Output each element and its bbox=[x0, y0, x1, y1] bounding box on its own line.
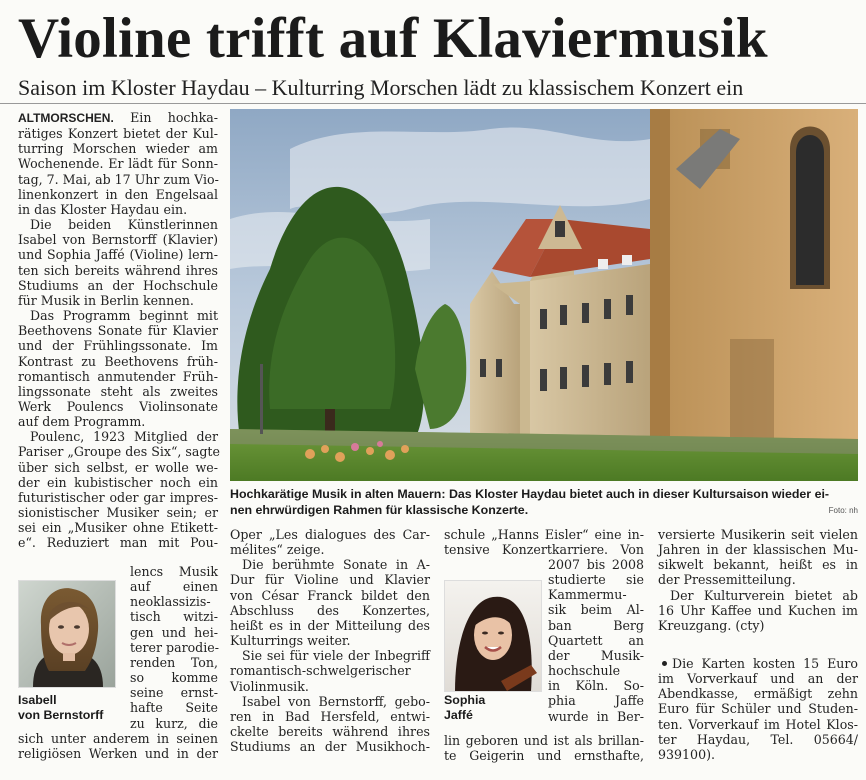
portrait-sophia-jaffe bbox=[444, 580, 542, 692]
text-line: lencs Musik bbox=[130, 564, 218, 579]
text-line: 2007 bis 2008 bbox=[548, 557, 644, 572]
text-line bbox=[18, 110, 218, 126]
text-line: seine ernst- bbox=[130, 685, 218, 701]
text-line: der Pressemitteilung. bbox=[658, 572, 796, 588]
text-line: Studiums an der Hochschule bbox=[18, 277, 218, 293]
kloster-haydau-photo bbox=[230, 109, 858, 481]
text-line: rätiges Konzert bietet der Kul- bbox=[18, 126, 218, 142]
text-line: ban Berg bbox=[548, 617, 644, 633]
text-line: so komme bbox=[130, 670, 218, 686]
text-line: terer parodie- bbox=[130, 639, 219, 655]
text-line: sei ein „Musiker ohne Etikett- bbox=[18, 520, 218, 536]
text-line: ren in Bad Hersfeld, entwi- bbox=[230, 708, 430, 724]
text-line: auf dem Programm. bbox=[18, 414, 146, 430]
header-divider bbox=[0, 103, 866, 104]
portrait-caption-line: Sophia bbox=[444, 693, 486, 707]
text-line: romantisch-schwelgerischer bbox=[230, 663, 411, 679]
text-line: heißt es in der Mitteilung des bbox=[230, 617, 430, 633]
text-line: Violinmusik. bbox=[230, 678, 309, 694]
text-line: tisch witzi- bbox=[130, 609, 218, 625]
article-subheadline: Saison im Kloster Haydau – Kulturring Morschen lädt zu klassischem Konzert ein bbox=[18, 75, 744, 100]
text-line: Kontrast zu Beethovens früh- bbox=[18, 353, 218, 369]
text-line: turring Morschen wieder am bbox=[18, 141, 218, 157]
text-line: linenkonzert in den Engelsaal bbox=[18, 186, 218, 202]
text-line: Werk Poulencs Violinsonate bbox=[18, 398, 218, 414]
text-line: über sich selbst, er wolle we- bbox=[18, 459, 218, 475]
text-line: futuristischer oder gar impres- bbox=[18, 489, 218, 505]
text-line: Jahren in der klassischen Mu- bbox=[658, 542, 858, 558]
text-line: sik beim Al- bbox=[548, 602, 644, 618]
text-line: versierte Musikerin seit vielen bbox=[658, 527, 858, 542]
article-column-3-wrap bbox=[548, 557, 644, 724]
text-line: Kulturrings weiter. bbox=[230, 633, 351, 649]
photo-caption bbox=[230, 486, 858, 518]
info-text: Die Karten kosten 15 Euro bbox=[672, 656, 858, 671]
text-line: Der Kulturverein bietet ab bbox=[670, 587, 858, 603]
text-line: Dur für Violine und Klavier bbox=[230, 572, 430, 588]
text-line: neoklassizis- bbox=[130, 594, 211, 610]
text-line: sionistischer Musiker sein; er bbox=[18, 505, 218, 521]
text-line: für Musik in Berlin kennen. bbox=[18, 292, 194, 308]
article-column-1-tail bbox=[18, 731, 218, 761]
text-line: der Musik- bbox=[548, 647, 644, 663]
text-line: lingssonate steht als zweites bbox=[18, 383, 218, 399]
text-line: in das Kloster Haydau ein. bbox=[18, 201, 188, 217]
text-line: lin geboren und ist als brillan- bbox=[444, 733, 644, 748]
text-line: Quartett an bbox=[548, 632, 644, 648]
text-line: zu kurz, die bbox=[130, 715, 218, 731]
text-line: der ein kubistischer noch ein bbox=[18, 474, 218, 490]
text-line: in Köln. So- bbox=[548, 678, 644, 694]
text-line: Sie sei für viele der Inbegriff bbox=[242, 648, 430, 664]
text-line: romantisch anmutender Früh- bbox=[18, 368, 218, 384]
text-line: hafte Seite bbox=[130, 700, 218, 716]
text-line: Isabel von Bernstorff (Klavier) bbox=[18, 232, 218, 248]
article-column-3-tail bbox=[444, 733, 644, 763]
portrait-isabell-von-bernstorff bbox=[18, 580, 116, 688]
text-line: Kreuzgang. (cty) bbox=[658, 617, 765, 633]
photo-caption-line: Hochkarätige Musik in alten Mauern: Das Kloster Haydau bietet auch in dieser Kultursaison wieder ei- bbox=[230, 487, 830, 501]
text-line: Die berühmte Sonate in A- bbox=[242, 557, 430, 573]
text-line: te Geigerin und ernsthafte, bbox=[444, 748, 644, 764]
text-line: sich unter anderem in seinen bbox=[18, 731, 218, 746]
text-line: und der Frühlingssonate. Im bbox=[18, 338, 218, 354]
text-line: Poulenc, 1923 Mitglied der bbox=[30, 429, 218, 445]
info-line: im Vorverkauf und an der bbox=[658, 671, 858, 687]
text-line: Isabel von Bernstorff, gebo- bbox=[242, 693, 430, 709]
bullet-icon bbox=[662, 661, 667, 666]
info-line: ten. Vorverkauf im Hotel Klos- bbox=[658, 716, 858, 732]
text-line: Beethovens Sonate für Klavier bbox=[18, 323, 218, 339]
info-line bbox=[658, 656, 858, 671]
text-line: und Sophia Jaffé (Violine) lern- bbox=[18, 247, 218, 263]
text-line: tag, 7. Mai, ab 17 Uhr zum Vio- bbox=[18, 171, 219, 187]
text-line: von César Franck bildet den bbox=[230, 587, 430, 603]
portrait-caption-jaffe bbox=[444, 693, 534, 722]
text-line: renden Ton, bbox=[130, 654, 218, 670]
text-line: Pariser „Groupe des Six“, sagte bbox=[18, 444, 220, 460]
info-line: ter Haydau, Tel. 05664/ bbox=[658, 731, 858, 747]
text-line: hochschule bbox=[548, 663, 621, 679]
portrait-caption-bernstorff bbox=[18, 693, 128, 722]
article-headline: Violine trifft auf Klaviermusik bbox=[18, 7, 768, 70]
text-line: Die beiden Künstlerinnen bbox=[30, 217, 218, 233]
text-line: Oper „Les dialogues des Car- bbox=[230, 527, 430, 542]
text-line: ckelte bereits während ihres bbox=[230, 724, 430, 740]
text-line: Abschluss des Konzertes, bbox=[230, 602, 430, 618]
article-column-1-wrap bbox=[130, 564, 218, 731]
text-line: sikwelt bekannt, heißt es in bbox=[658, 557, 858, 573]
text-line: phia Jaffe bbox=[548, 693, 644, 709]
text-line: Kammermu- bbox=[548, 587, 627, 603]
text-line: 16 Uhr Kaffee und Kuchen im bbox=[658, 602, 858, 618]
text-line: Wochenende. Er lädt für Sonn- bbox=[18, 156, 218, 172]
portrait-caption-line: von Bernstorff bbox=[18, 707, 104, 722]
info-line: 939100). bbox=[658, 746, 715, 762]
text-line: religiösen Werken und in der bbox=[18, 746, 218, 762]
text-line: wurde in Ber- bbox=[548, 708, 644, 724]
dateline: ALTMORSCHEN. bbox=[18, 111, 114, 125]
text-line: ten sich bereits während ihres bbox=[18, 262, 218, 278]
article-column-2 bbox=[230, 527, 430, 754]
text-line: Studiums an der Musikhoch- bbox=[230, 739, 430, 755]
portrait-caption-line: Isabell bbox=[18, 693, 57, 707]
text-line: e“. Reduziert man mit Pou- bbox=[18, 535, 218, 551]
text-line: studierte sie bbox=[548, 572, 644, 588]
info-line: Euro für Schüler und Studen- bbox=[658, 701, 858, 717]
photo-credit: Foto: nh bbox=[828, 506, 858, 515]
text-line: schule „Hanns Eisler“ eine in- bbox=[444, 527, 644, 542]
text-line: Das Programm beginnt mit bbox=[30, 308, 218, 324]
article-column-4 bbox=[658, 527, 858, 633]
portrait-caption-line: Jaffé bbox=[444, 707, 473, 722]
text-fragment: Ein hochka- bbox=[130, 110, 218, 125]
photo-caption-line: nen ehrwürdigen Rahmen für klassische Konzerte. bbox=[230, 503, 529, 517]
text-line: gen und hei- bbox=[130, 624, 218, 640]
article-column-1 bbox=[18, 110, 218, 551]
text-line: tensive Konzertkarriere. Von bbox=[444, 542, 644, 558]
info-line: Abendkasse, ermäßigt zehn bbox=[658, 686, 858, 702]
article-info-box bbox=[658, 656, 858, 762]
text-line: mélites“ zeige. bbox=[230, 542, 325, 558]
article-column-3 bbox=[444, 527, 644, 557]
text-line: auf einen bbox=[130, 579, 218, 595]
